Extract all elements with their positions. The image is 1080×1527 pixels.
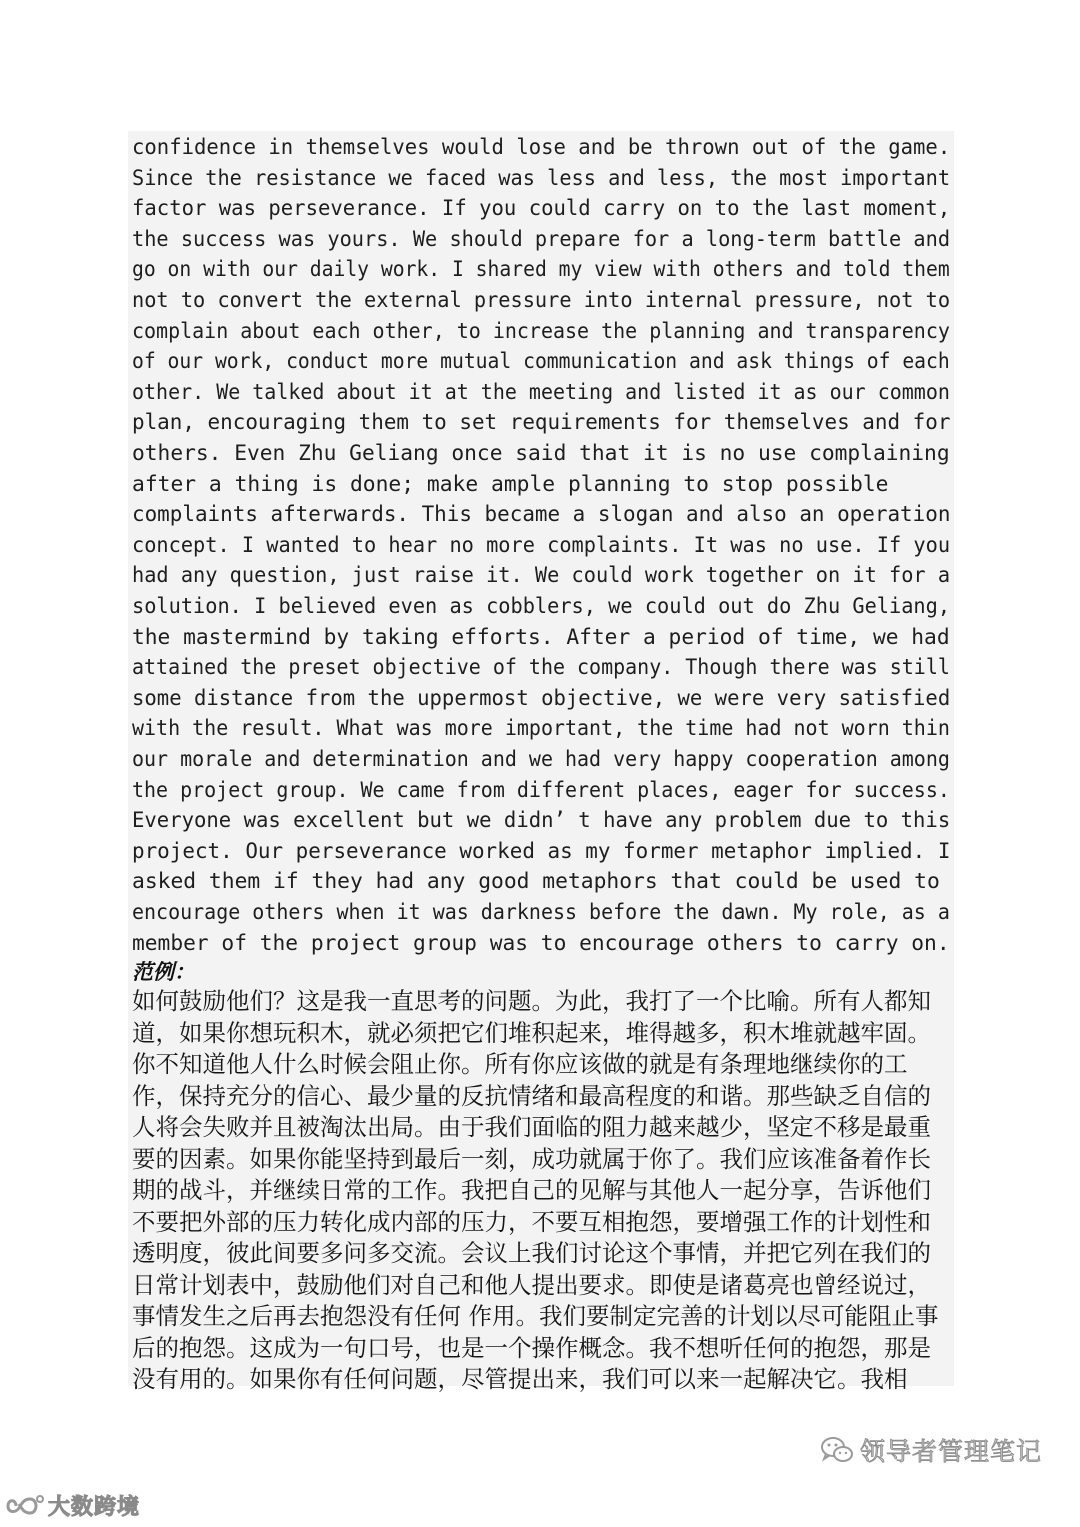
example-section-label: 范例： [132,959,195,984]
watermark-right [820,1432,1042,1468]
english-text-line: other. We talked about it at the meeting and listed it as our common [132,379,950,405]
english-text-line: others. Even Zhu Geliang once said that it is no use complaining [132,441,950,466]
english-text-line: member of the project group was to encourage others to carry on. [132,930,950,956]
chinese-text-line: 透明度，彼此间要多问多交流。会议上我们讨论这个事情，并把它列在我们的 [132,1239,931,1267]
chinese-text-line: 事情发生之后再去抱怨没有任何 作用。我们要制定完善的计划以尽可能阻止事 [132,1302,939,1330]
english-text-line: confidence in themselves would lose and be thrown out of the game. [132,135,951,160]
chinese-text-line: 道，如果你想玩积木，就必须把它们堆积起来，堆得越多，积木堆就越牢固。 [132,1018,931,1047]
chinese-text-line: 日常计划表中，鼓励他们对自己和他人提出要求。即使是诸葛亮也曾经说过， [132,1270,931,1299]
english-text-line: with the result. What was more important, the time had not worn thin [132,716,950,742]
english-text-line: not to convert the external pressure into internal pressure, not to [132,288,951,313]
english-text-line: of our work, conduct more mutual communication and ask things of each [132,349,950,375]
chinese-text-line: 没有用的。如果你有任何问题，尽管提出来，我们可以来一起解决它。我相 [132,1365,908,1393]
english-text-line: factor was perseverance. If you could carry on to the last moment, [132,196,951,222]
english-text-line: go on with our daily work. I shared my view with others and told them [132,257,950,283]
chinese-text-line: 如何鼓励他们？这是我一直思考的问题。为此，我打了一个比喻。所有人都知 [132,987,931,1015]
english-text-line: the project group. We came from different places, eager for success. [132,777,950,803]
english-text-line: complaints afterwards. This became a slogan and also an operation [132,502,951,528]
chinese-text-line: 人将会失败并且被淘汰出局。由于我们面临的阻力越来越少，坚定不移是最重 [132,1113,931,1141]
english-text-line: complain about each other, to increase the planning and transparency [132,318,950,344]
text-block [128,131,954,1393]
watermark-left [6,1490,140,1521]
english-text-line: some distance from the uppermost objective, we were very satisfied [132,685,951,711]
chinese-text-line: 要的因素。如果你能坚持到最后一刻，成功就属于你了。我们应该准备着作长 [132,1144,931,1173]
english-text-line: the success was yours. We should prepare for a long-term battle and [132,226,951,252]
english-text-line: had any question, just raise it. We could work together on it for a [132,563,951,589]
chinese-text-line: 期的战斗，并继续日常的工作。我把自己的见解与其他人一起分享，告诉他们 [132,1176,931,1204]
chinese-text-line: 作，保持充分的信心、最少量的反抗情绪和最高程度的和谐。那些缺乏自信的 [132,1081,931,1110]
chinese-text-line: 不要把外部的压力转化成内部的压力，不要互相抱怨，要增强工作的计划性和 [132,1207,931,1236]
english-text-line: concept. I wanted to hear no more complaints. It was no use. If you [132,532,951,558]
chinese-text-line: 后的抱怨。这成为一句口号，也是一个操作概念。我不想听任何的抱怨，那是 [132,1333,931,1362]
english-text-line: project. Our perseverance worked as my former metaphor implied. I [132,838,951,864]
english-text-line: asked them if they had any good metaphors that could be used to [132,869,940,895]
english-text-line: after a thing is done; make ample planning to stop possible [132,471,889,497]
watermark-left-text: 大数跨境 [48,1495,141,1520]
infinity-logo-icon [6,1493,44,1519]
chinese-text-line: 你不知道他人什么时候会阻止你。所有你应该做的就是有条理地继续你的工 [132,1050,908,1078]
english-text-line: solution. I believed even as cobblers, we could out do Zhu Geliang, [132,594,951,619]
english-text-line: attained the preset objective of the company. Though there was still [132,655,950,681]
english-text-line: the mastermind by taking efforts. After a period of time, we had [132,624,950,650]
english-text-line: Everyone was excellent but we didn’ t have any problem due to this [132,808,951,834]
english-text-line: Since the resistance we faced was less and less, the most important [132,165,951,191]
english-text-line: our morale and determination and we had very happy cooperation among [132,747,950,772]
english-text-line: plan, encouraging them to set requirements for themselves and for [132,410,951,436]
watermark-right-text: 领导者管理笔记 [860,1437,1043,1466]
wechat-icon [820,1435,854,1465]
english-text-line: encourage others when it was darkness before the dawn. My role, as a [132,900,950,925]
